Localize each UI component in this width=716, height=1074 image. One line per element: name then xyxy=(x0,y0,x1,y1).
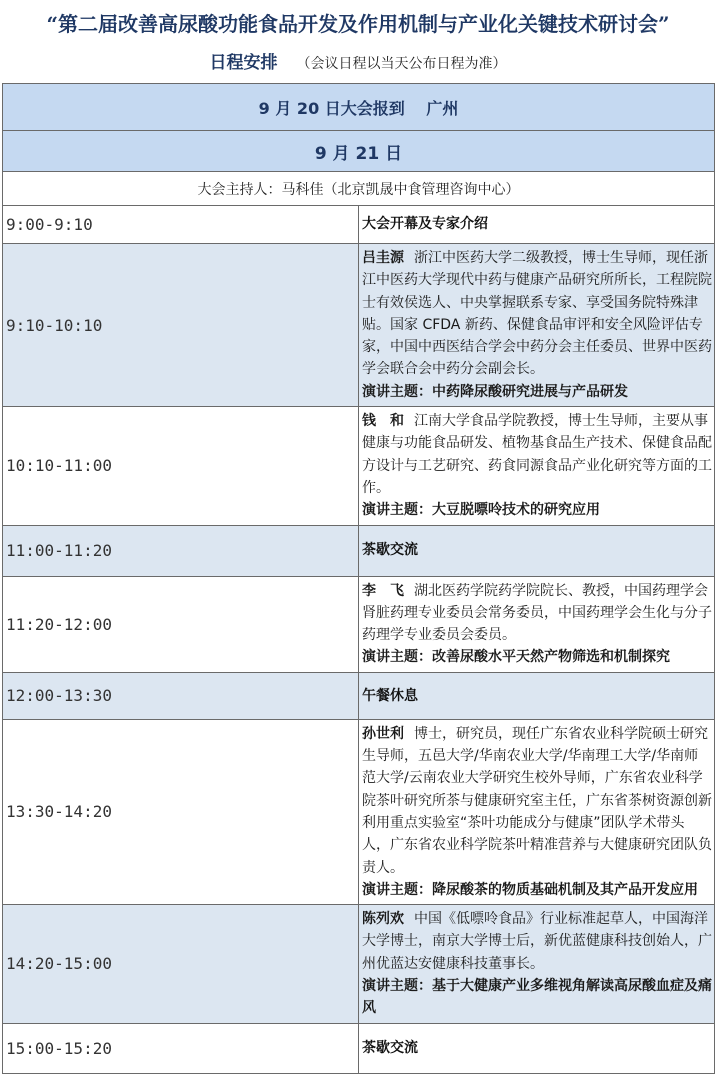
time-cell: 9:10-10:10 xyxy=(3,244,359,407)
time-cell: 14:20-15:00 xyxy=(3,905,359,1023)
speaker-name: 钱 和 xyxy=(362,413,404,430)
talk-topic: 演讲主题：降尿酸茶的物质基础机制及其产品开发应用 xyxy=(362,881,698,898)
speaker-bio: 湖北医药学院药学院院长、教授，中国药理学会肾脏药理专业委员会常务委员，中国药理学会生化与分子药理学专业委员会委员。 xyxy=(362,582,712,644)
speaker-name: 陈列欢 xyxy=(362,911,404,928)
speaker-bio: 中国《低嘌呤食品》行业标准起草人，中国海洋大学博士，南京大学博士后，新优蓝健康科技创始人，广州优蓝达安健康科技董事长。 xyxy=(362,911,712,972)
speaker-cell xyxy=(359,244,715,407)
speaker-cell xyxy=(359,905,715,1023)
event-cell: 午餐休息 xyxy=(359,672,715,719)
speaker-name: 李 飞 xyxy=(362,582,404,599)
day1-banner-row xyxy=(3,84,715,131)
schedule-table xyxy=(2,83,715,1074)
page-title: “第二届改善高尿酸功能食品开发及作用机制与产业化关键技术研讨会” xyxy=(46,12,670,36)
speaker-name: 孙世利 xyxy=(362,725,404,742)
talk-topic: 演讲主题：中药降尿酸研究进展与产品研发 xyxy=(362,383,628,400)
day1-banner: 9 月 20 日大会报到 广州 xyxy=(3,84,715,131)
talk-topic: 演讲主题：基于大健康产业多维视角解读高尿酸血症及痛风 xyxy=(362,978,712,1017)
table-row xyxy=(3,719,715,904)
table-row xyxy=(3,407,715,525)
table-row xyxy=(3,244,715,407)
time-cell: 9:00-9:10 xyxy=(3,206,359,244)
speaker-name: 吕圭源 xyxy=(362,250,404,266)
speaker-cell xyxy=(359,576,715,672)
schedule-note: （会议日程以当天公布日程为准） xyxy=(296,56,507,72)
table-row xyxy=(3,576,715,672)
time-cell: 10:10-11:00 xyxy=(3,407,359,525)
table-row xyxy=(3,525,715,576)
event-cell: 茶歇交流 xyxy=(359,1023,715,1073)
host-text: 大会主持人：马科佳（北京凯晟中食管理咨询中心） xyxy=(3,172,715,206)
time-cell: 12:00-13:30 xyxy=(3,672,359,719)
table-row xyxy=(3,672,715,719)
speaker-bio: 博士，研究员，现任广东省农业科学院硕士研究生导师，五邑大学/华南农业大学/华南理工大学/华南师范大学/云南农业大学研究生校外导师，广东省农业科学院茶叶研究所茶与健康研究室主任，广东省茶树资源创新利用重点实验室“茶叶功能成分与健康”团队学术带头人，广东省农业科学院茶叶精准营养与大健康研究团队负责人。 xyxy=(362,725,712,876)
talk-topic: 演讲主题：改善尿酸水平天然产物筛选和机制探究 xyxy=(362,649,670,666)
time-cell: 11:20-12:00 xyxy=(3,576,359,672)
host-row xyxy=(3,172,715,206)
table-row xyxy=(3,206,715,244)
speaker-bio: 江南大学食品学院教授，博士生导师，主要从事健康与功能食品研发、植物基食品生产技术、保健食品配方设计与工艺研究、药食同源食品产业化研究等方面的工作。 xyxy=(362,413,712,496)
event-cell: 大会开幕及专家介绍 xyxy=(359,206,715,244)
time-cell: 13:30-14:20 xyxy=(3,719,359,904)
event-cell: 茶歇交流 xyxy=(359,525,715,576)
talk-topic: 演讲主题：大豆脱嘌呤技术的研究应用 xyxy=(362,502,600,519)
time-cell: 11:00-11:20 xyxy=(3,525,359,576)
speaker-cell xyxy=(359,407,715,525)
time-cell: 15:00-15:20 xyxy=(3,1023,359,1073)
speaker-cell xyxy=(359,719,715,904)
table-row xyxy=(3,905,715,1023)
speaker-bio: 浙江中医药大学二级教授，博士生导师，现任浙江中医药大学现代中药与健康产品研究所所长，工程院院士有效侯选人、中央掌握联系专家、享受国务院特殊津贴。国家 CFDA 新药、保健食品审评和安全风险评估专家，中国中西医结合学会中药分会主任委员、世界中医药学会联合会中药分会副会长。 xyxy=(362,250,712,378)
schedule-heading xyxy=(0,48,716,73)
day2-banner-row xyxy=(3,131,715,172)
day2-banner: 9 月 21 日 xyxy=(3,131,715,172)
schedule-label: 日程安排 xyxy=(209,53,278,73)
table-row xyxy=(3,1023,715,1073)
